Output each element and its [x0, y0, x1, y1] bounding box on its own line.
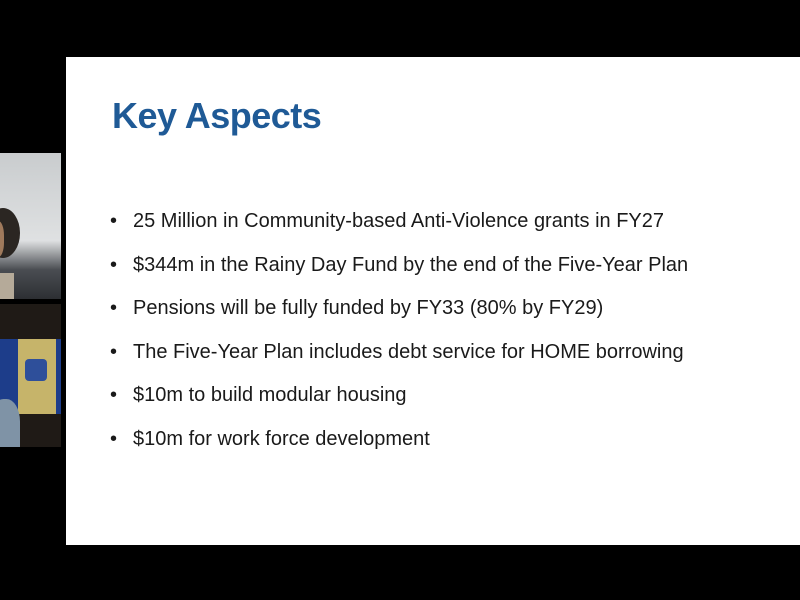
bullet-marker: •: [110, 427, 118, 450]
participant-shirt: [0, 273, 14, 299]
bullet-text: Pensions will be fully funded by FY33 (80% by FY29): [133, 297, 604, 320]
bullet-text: The Five-Year Plan includes debt service for HOME borrowing: [133, 340, 684, 363]
shared-slide: [66, 57, 800, 545]
bullet-item: [110, 253, 688, 297]
bullet-list: [110, 209, 688, 471]
slide-title: Key Aspects: [112, 95, 322, 136]
participant-video-tile-1[interactable]: [0, 153, 61, 299]
bullet-text: $10m for work force development: [133, 427, 430, 450]
bullet-text: $10m to build modular housing: [133, 384, 407, 407]
participant-video-tile-2[interactable]: [0, 304, 61, 447]
bullet-text: 25 Million in Community-based Anti-Violence grants in FY27: [133, 210, 665, 232]
bullet-marker: •: [110, 384, 118, 407]
bullet-item: [110, 383, 688, 427]
bullet-item: [110, 427, 688, 471]
flag-crest: [25, 359, 47, 381]
bullet-marker: •: [110, 253, 118, 276]
bullet-text: $344m in the Rainy Day Fund by the end of the Five-Year Plan: [133, 253, 689, 276]
bullet-item: [110, 340, 688, 384]
bullet-item: [110, 296, 688, 340]
bullet-marker: •: [110, 210, 118, 232]
bullet-marker: •: [110, 340, 118, 363]
bullet-marker: •: [110, 297, 118, 320]
bullet-item: [110, 209, 688, 253]
